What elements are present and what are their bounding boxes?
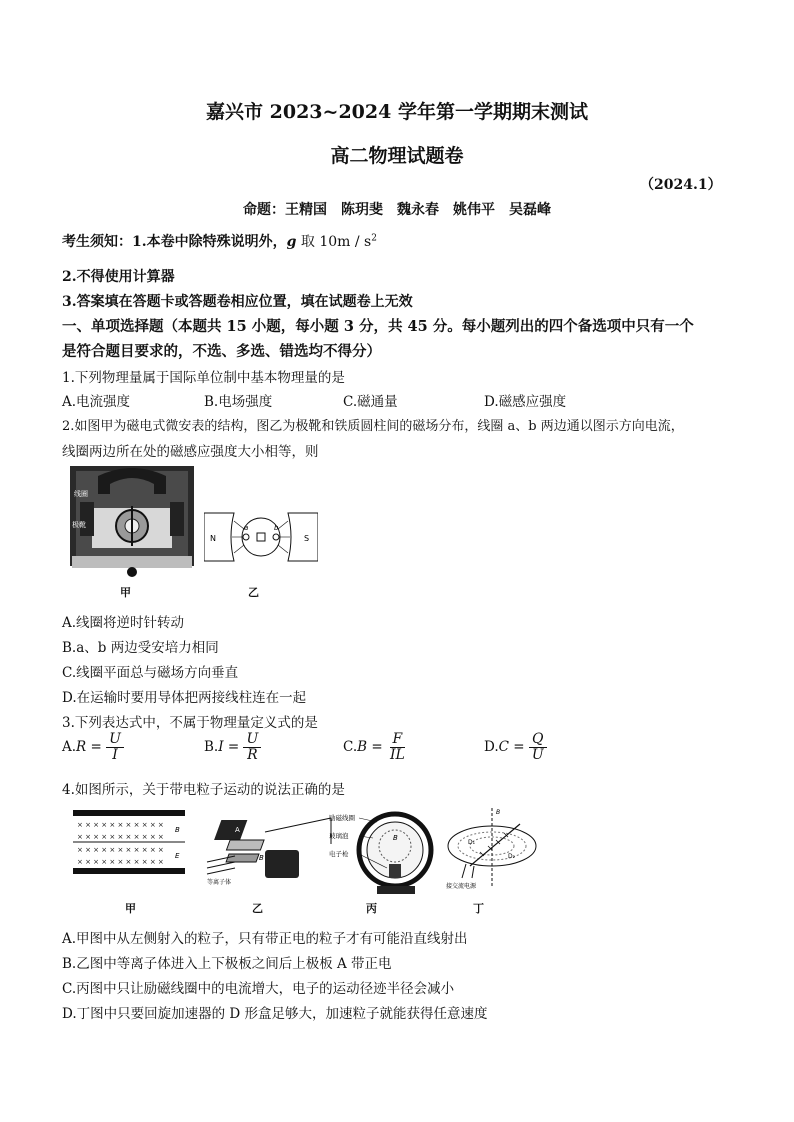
exam-subtitle: 高二物理试题卷 (330, 145, 464, 167)
section-heading-line-2: 是符合题目要求的，不选、多选、错选均不得分） (62, 343, 381, 360)
q2-figure-a-label: a (244, 524, 249, 532)
q4-ding-d1-label: D₁ (468, 839, 476, 846)
q4-figure-jia (73, 810, 185, 874)
q1-option-d[interactable]: D.磁感应强度 (484, 394, 567, 410)
q2-figure-s-label: S (304, 534, 310, 543)
q2-option-b[interactable]: B.a、b 两边受安培力相同 (62, 640, 219, 656)
notice-line-2: 2.不得使用计算器 (62, 269, 175, 285)
svg-text:× × × × × × × × × × ×: × × × × × × × × × × × (77, 821, 164, 829)
q1-option-a[interactable]: A.电流强度 (62, 394, 131, 410)
q4-option-c[interactable]: C.丙图中只让励磁线圈中的电流增大，电子的运动径迹半径会减小 (62, 981, 455, 997)
q4-ding-b-label: B (496, 809, 501, 816)
q2-figure-b-label: b (274, 524, 279, 532)
q4-jia-b-label: B (175, 826, 180, 834)
svg-text:× × × × × × × × × × ×: × × × × × × × × × × × (77, 858, 164, 866)
q4-bing-bulb-label: 玻璃泡 (329, 832, 349, 840)
q4-yi-a-label: A (235, 826, 240, 834)
q4-yi-b-label: B (259, 854, 264, 862)
notice-line-1: 考生须知：1.本卷中除特殊说明外，g 取 $10m / s^2$ (62, 233, 377, 250)
q2-figure-jia (70, 466, 194, 578)
q4-figure-label-jia: 甲 (125, 902, 136, 915)
q2-figure-n-label: N (210, 534, 216, 543)
q4-jia-e-label: E (175, 852, 180, 860)
q4-figure-label-yi: 乙 (252, 902, 263, 915)
q2-option-c[interactable]: C.线圈平面总与磁场方向垂直 (62, 665, 239, 681)
q4-option-d[interactable]: D.丁图中只要回旋加速器的 D 形盒足够大，加速粒子就能获得任意速度 (62, 1006, 488, 1022)
exam-authors: 命题：王精国 陈玥斐 魏永春 姚伟平 吴磊峰 (243, 202, 551, 218)
exam-title: 嘉兴市 2023~2024 学年第一学期期末测试 (206, 101, 588, 123)
notice-line-3: 3.答案填在答题卡或答题卷相应位置，填在试题卷上无效 (62, 294, 413, 310)
q2-figure-label-yi: 乙 (248, 586, 259, 599)
q4-figure-label-bing: 丙 (366, 902, 377, 915)
q4-bing-gun-label: 电子枪 (329, 850, 349, 858)
q4-option-a[interactable]: A.甲图中从左侧射入的粒子，只有带正电的粒子才有可能沿直线射出 (62, 931, 468, 947)
svg-text:× × × × × × × × × × ×: × × × × × × × × × × × (77, 846, 164, 854)
q4-figure-label-ding: 丁 (473, 902, 484, 915)
q2-figure-yi (204, 507, 318, 567)
q4-ding-d2-label: D₂ (508, 853, 516, 860)
q4-figure-yi (205, 810, 335, 890)
section-heading-line-1: 一、单项选择题（本题共 15 小题，每小题 3 分，共 45 分。每小题列出的四个备选项中只有一个 (62, 318, 694, 335)
exam-date: （2024.1） (640, 177, 722, 193)
q4-stem: 4.如图所示，关于带电粒子运动的说法正确的是 (62, 782, 345, 798)
q4-ding-ac-label: 接交流电源 (446, 883, 477, 890)
q1-option-b[interactable]: B.电场强度 (204, 394, 273, 410)
q3-option-d[interactable]: D.C = $\frac{Q}{U}$ (484, 732, 547, 763)
q4-option-b[interactable]: B.乙图中等离子体进入上下极板之间后上极板 A 带正电 (62, 956, 392, 972)
q2-stem-line-1: 2.如图甲为磁电式微安表的结构，图乙为极靴和铁质圆柱间的磁场分布，线圈 a、b 两边通以图示方向电流， (62, 419, 684, 434)
q2-option-d[interactable]: D.在运输时要用导体把两接线柱连在一起 (62, 690, 307, 706)
q4-yi-plasma-label: 等离子体 (207, 879, 232, 886)
q4-figure-bing (329, 810, 441, 896)
q2-figure-coil-label: 线圈 (74, 490, 88, 498)
q2-option-a[interactable]: A.线圈将逆时针转动 (62, 615, 185, 631)
q3-option-c[interactable]: C.B = $\frac{F}{IL}$ (343, 731, 405, 763)
svg-text:× × × × × × × × × × ×: × × × × × × × × × × × (77, 833, 164, 841)
q4-bing-coil-label: 励磁线圈 (329, 814, 355, 822)
q2-figure-pole-shoe-label: 极靴 (72, 521, 86, 529)
q2-stem-line-2: 线圈两边所在处的磁感应强度大小相等，则 (62, 444, 319, 460)
q3-option-a[interactable]: A.R = $\frac{U}{I}$ (62, 732, 124, 763)
q3-stem: 3.下列表达式中，不属于物理量定义式的是 (62, 715, 318, 731)
q3-option-b[interactable]: B.I = $\frac{U}{R}$ (204, 732, 261, 763)
q4-bing-b-label: B (393, 834, 398, 842)
q4-figure-ding (440, 806, 540, 892)
q1-option-c[interactable]: C.磁通量 (343, 394, 398, 410)
q1-stem: 1.下列物理量属于国际单位制中基本物理量的是 (62, 370, 345, 386)
q2-figure-label-jia: 甲 (120, 586, 131, 599)
